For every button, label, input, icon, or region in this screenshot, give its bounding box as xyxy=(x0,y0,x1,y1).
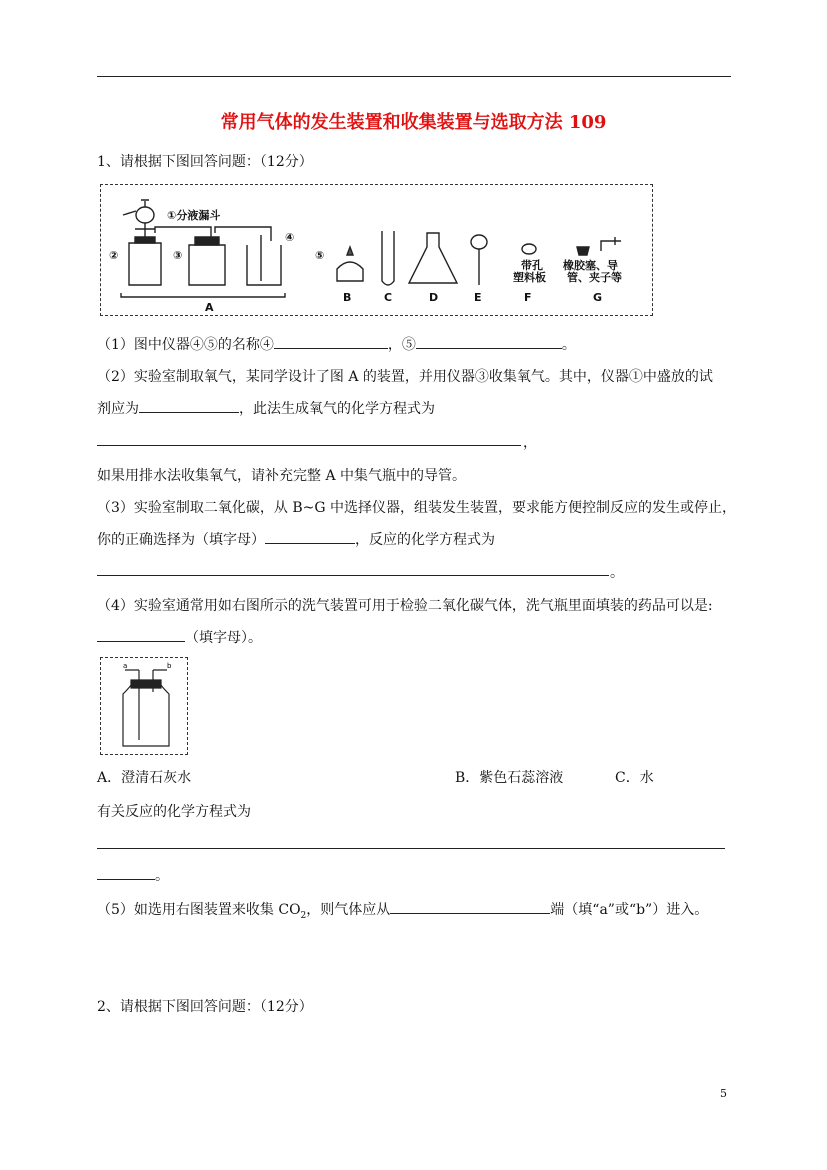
caption-f-1: 带孔 xyxy=(521,259,543,272)
answer-blank-4[interactable] xyxy=(274,334,388,349)
funnel-e xyxy=(471,235,487,249)
header-rule xyxy=(97,76,731,77)
q1-part1 xyxy=(97,334,576,354)
q1-part3-line2 xyxy=(97,529,495,549)
answer-line-equation-wash[interactable] xyxy=(97,848,725,849)
port-b-label: b xyxy=(167,662,172,670)
washing-bottle-figure xyxy=(100,657,188,755)
rubber-stopper-g xyxy=(577,247,589,255)
q1-part2-text-b: 剂应为 xyxy=(97,401,139,417)
q1-part1-text-c: 。 xyxy=(561,337,576,353)
letter-a: A xyxy=(205,301,214,314)
letter-d: D xyxy=(429,291,439,304)
caption-g-1: 橡胶塞、导 xyxy=(563,259,618,272)
q1-part2-comma: ， xyxy=(523,435,537,451)
q1-part2-line1: （2）实验室制取氧气，某同学设计了图 A 的装置，并用仪器③收集氧气。其中，仪器①中盛放的试 xyxy=(97,369,713,385)
beaker-4 xyxy=(247,245,281,285)
label-3: ③ xyxy=(173,249,183,262)
letter-f: F xyxy=(524,291,532,304)
q1-part5-text-b: ，则气体应从 xyxy=(306,902,391,918)
q1-part4-equation-prompt: 有关反应的化学方程式为 xyxy=(97,804,251,820)
q1-part1-text-a: （1）图中仪器④⑤的名称④ xyxy=(97,337,274,353)
letter-c: C xyxy=(384,291,393,304)
letter-b: B xyxy=(343,291,352,304)
answer-line-equation-wash-cont[interactable] xyxy=(97,865,155,880)
letter-e: E xyxy=(474,291,482,304)
page-number: 5 xyxy=(720,1087,727,1100)
separatory-funnel-bulb xyxy=(136,207,154,223)
option-c: C．水 xyxy=(615,770,654,786)
q1-part2-line2 xyxy=(97,398,435,418)
answer-line-equation-o2[interactable] xyxy=(97,445,521,446)
q1-part3-line1: （3）实验室制取二氧化碳，从 B~G 中选择仪器，组装发生装置，要求能方便控制反应的发生或停止， xyxy=(97,500,737,516)
label-5: ⑤ xyxy=(315,249,325,262)
page-title: 常用气体的发生装置和收集装置与选取方法 109 xyxy=(220,112,607,133)
q1-part4-line4 xyxy=(97,865,169,885)
q1-part3-text-c: ，反应的化学方程式为 xyxy=(355,532,495,548)
label-2: ② xyxy=(109,249,119,262)
q1-part5-subscript: 2 xyxy=(300,910,307,921)
q1-part3-end: 。 xyxy=(610,565,624,581)
answer-blank-reagent-choice[interactable] xyxy=(97,627,185,642)
caption-g-2: 管、夹子等 xyxy=(567,271,622,284)
washing-bottle-svg xyxy=(101,658,187,754)
apparatus-figure xyxy=(101,185,652,315)
q1-part4-text-b: （填字母）。 xyxy=(185,630,262,646)
answer-blank-select[interactable] xyxy=(265,529,355,544)
conical-flask-d xyxy=(409,233,457,283)
answer-blank-5[interactable] xyxy=(416,334,562,349)
q1-part4-line2 xyxy=(97,627,262,647)
q1-part3-text-b: 你的正确选择为（填字母） xyxy=(97,532,265,548)
answer-blank-port[interactable] xyxy=(390,899,550,914)
label-funnel: ①分液漏斗 xyxy=(167,209,221,222)
alcohol-lamp-5 xyxy=(337,262,363,281)
answer-blank-reagent[interactable] xyxy=(139,398,239,413)
q2-header: 2、请根据下图回答问题：（12分） xyxy=(97,999,313,1015)
q1-part5-text-c: 端（填“a”或“b”）进入。 xyxy=(550,902,709,918)
option-b: B．紫色石蕊溶液 xyxy=(455,770,564,786)
perforated-plate-f xyxy=(522,244,536,254)
q1-part1-text-b: ，⑤ xyxy=(387,337,416,353)
q1-part4-end: 。 xyxy=(155,868,169,884)
option-a: A．澄清石灰水 xyxy=(97,770,192,786)
test-tube-c xyxy=(382,231,394,285)
q1-part4-line1: （4）实验室通常用如右图所示的洗气装置可用于检验二氧化碳气体，洗气瓶里面填装的药品可以是: xyxy=(97,598,713,614)
washing-bottle xyxy=(123,682,169,746)
bottle-3 xyxy=(189,245,225,285)
flask-2 xyxy=(129,243,161,285)
q1-part2-line3: 如果用排水法收集氧气，请补充完整 A 中集气瓶中的导管。 xyxy=(97,468,467,484)
q1-part5-text-a: （5）如选用右图装置来收集 CO xyxy=(97,902,301,918)
q1-part2-text-c: ，此法生成氧气的化学方程式为 xyxy=(239,401,435,417)
label-4: ④ xyxy=(285,231,295,244)
letter-g: G xyxy=(593,291,603,304)
caption-f-2: 塑料板 xyxy=(513,271,546,284)
answer-line-equation-co2[interactable] xyxy=(97,575,609,576)
q1-part5 xyxy=(97,899,708,921)
q1-figure xyxy=(100,184,653,316)
q1-header: 1、请根据下图回答问题：（12分） xyxy=(97,154,313,170)
port-a-label: a xyxy=(123,662,128,670)
